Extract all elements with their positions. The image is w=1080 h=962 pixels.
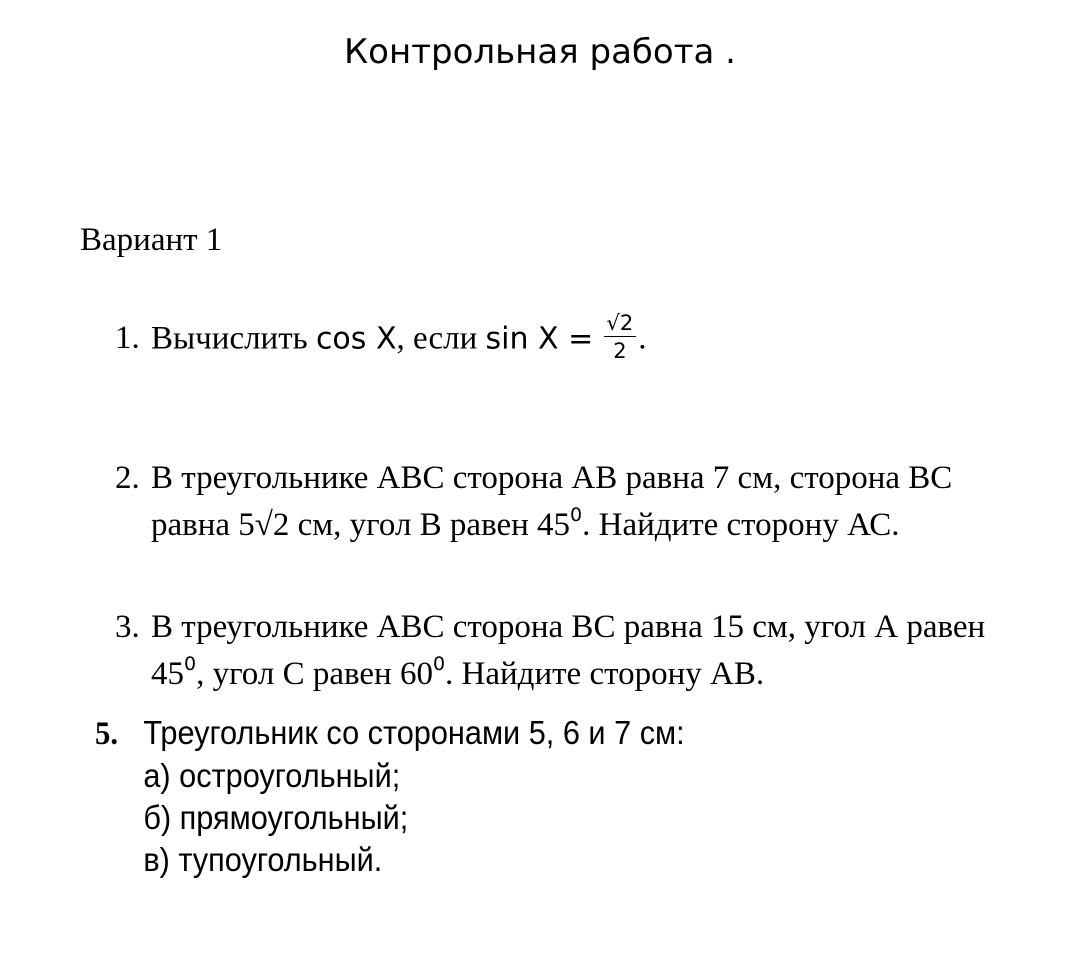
task-2 [115, 455, 1015, 549]
variant-heading: Вариант 1 [80, 222, 223, 258]
task-3 [115, 604, 1015, 698]
task-5-question: Треугольник со сторонами 5, 6 и 7 см: [143, 714, 685, 751]
task-2-text-b: . Найдите сторону АС. [582, 507, 900, 543]
task-5-option-a: а) остроугольный; [143, 757, 401, 794]
task-5-option-c: в) тупоугольный. [143, 841, 383, 878]
task-1-body [151, 311, 1015, 367]
task-1-fraction [604, 311, 637, 363]
task-3-number: 3. [115, 609, 140, 645]
task-1-text-b: , если [396, 320, 478, 357]
task-3-body [151, 604, 1015, 698]
task-3-text-b: , угол С равен 60 [196, 656, 433, 692]
task-5-question-line [95, 712, 932, 755]
task-3-degree-b: 0 [432, 653, 446, 675]
task-5-option-b: б) прямоугольный; [143, 799, 409, 836]
task-1-cos-x: cos X [315, 321, 397, 357]
task-5 [95, 712, 932, 881]
task-1-sin-x: sin X = [485, 321, 594, 357]
task-3-degree-a: 0 [184, 653, 197, 675]
fraction-numerator: √2 [604, 311, 637, 337]
page-title: Контрольная работа . [344, 32, 736, 72]
task-2-text-a: В треугольнике АВС сторона АВ равна 7 см, сторона ВС равна 5√2 см, угол В равен 45 [151, 460, 953, 543]
task-5-number: 5. [95, 716, 119, 752]
task-1-end: . [638, 320, 647, 357]
task-1-number: 1. [115, 320, 140, 356]
task-1-text-a: Вычислить [151, 320, 308, 357]
task-3-text-a: В треугольнике АВС сторона ВС равна 15 см, угол А равен 45 [151, 609, 986, 692]
task-3-text-c: . Найдите сторону АВ. [445, 656, 765, 692]
task-2-degree: 0 [570, 504, 583, 526]
task-2-body [151, 455, 1015, 549]
fraction-denominator: 2 [613, 339, 627, 363]
task-2-number: 2. [115, 460, 140, 496]
task-1 [115, 311, 1015, 367]
